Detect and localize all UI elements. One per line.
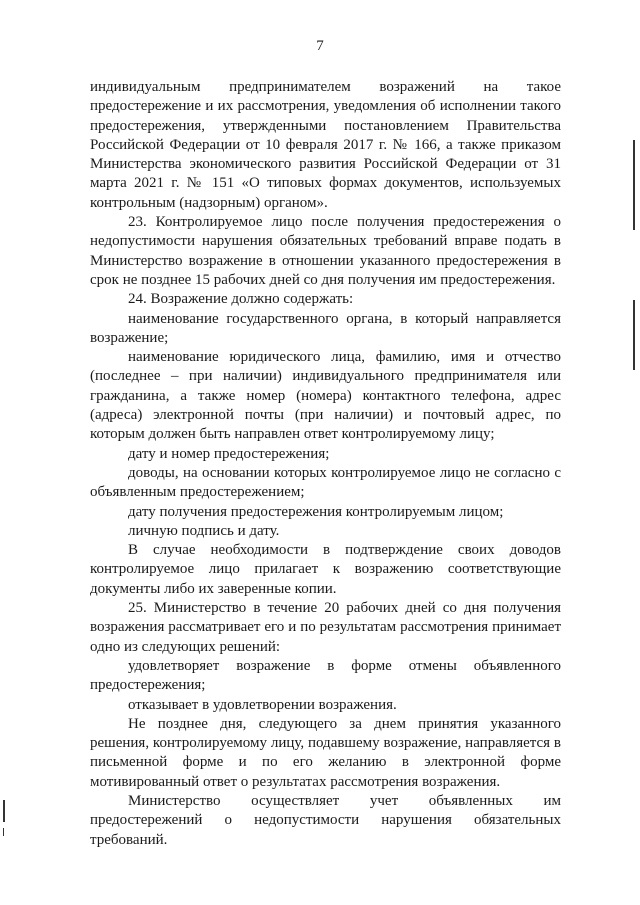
paragraph: Министерство осуществляет учет объявленных им предостережений о недопустимости нарушения обязательных требований. xyxy=(90,792,561,848)
paragraph: личную подпись и дату. xyxy=(128,522,280,539)
paragraph: наименование юридического лица, фамилию, имя и отчество (последнее – при наличии) индивидуального предпринимателя или гражданина, а также номер (номера) контактного телефона, адрес (адреса) электронной почты (при наличии) и почтовый адрес, по которым должен быть направлен ответ контролируемому лицу; xyxy=(90,349,561,443)
document-body xyxy=(90,78,561,850)
paragraph: 23. Контролируемое лицо после получения предостережения о недопустимости нарушения обязательных требований вправе подать в Министерство возражение в отношении указанного предостережения в срок не позднее 15 рабочих дней со дня получения им предостережения. xyxy=(90,214,561,288)
scan-edge-mark-right-mid xyxy=(633,300,635,370)
paragraph: 25. Министерство в течение 20 рабочих дней со дня получения возражения рассматривает его и по результатам рассмотрения принимает одно из следующих решений: xyxy=(90,600,561,655)
scan-edge-mark-right-top xyxy=(633,140,635,230)
paragraph: Не позднее дня, следующего за днем принятия указанного решения, контролируемому лицу, подавшему возражение, направляется в письменной форме и по его желанию в электронной форме мотивированный ответ о результатах рассмотрения возражения. xyxy=(90,715,561,790)
scan-edge-mark-left-bottom xyxy=(3,800,5,822)
paragraph: удовлетворяет возражение в форме отмены объявленного предостережения; xyxy=(90,657,561,694)
paragraph: наименование государственного органа, в который направляется возражение; xyxy=(90,310,561,346)
page-number: 7 xyxy=(316,38,324,54)
paragraph: дату и номер предостережения; xyxy=(128,445,330,462)
paragraph: дату получения предостережения контролируемым лицом; xyxy=(128,503,504,520)
paragraph: доводы, на основании которых контролируемое лицо не согласно с объявленным предостережением; xyxy=(90,464,561,501)
scan-edge-mark-left-bottom-2 xyxy=(3,828,4,836)
paragraph: 24. Возражение должно содержать: xyxy=(128,291,354,308)
paragraph: В случае необходимости в подтверждение своих доводов контролируемое лицо прилагает к возражению соответствующие документы либо их заверенные копии. xyxy=(90,542,561,597)
paragraph: индивидуальным предпринимателем возражений на такое предостережение и их рассмотрения, уведомления об исполнении такого предостережения, утвержденными постановлением Правительства Российской Федерации от 10 февраля 2017 г. № 166, а также приказом Министерства экономического развития Российской Федерации от 31 марта 2021 г. № 151 «О типовых формах документов, используемых контрольным (надзорным) органом». xyxy=(90,79,561,211)
paragraph: отказывает в удовлетворении возражения. xyxy=(128,696,397,713)
